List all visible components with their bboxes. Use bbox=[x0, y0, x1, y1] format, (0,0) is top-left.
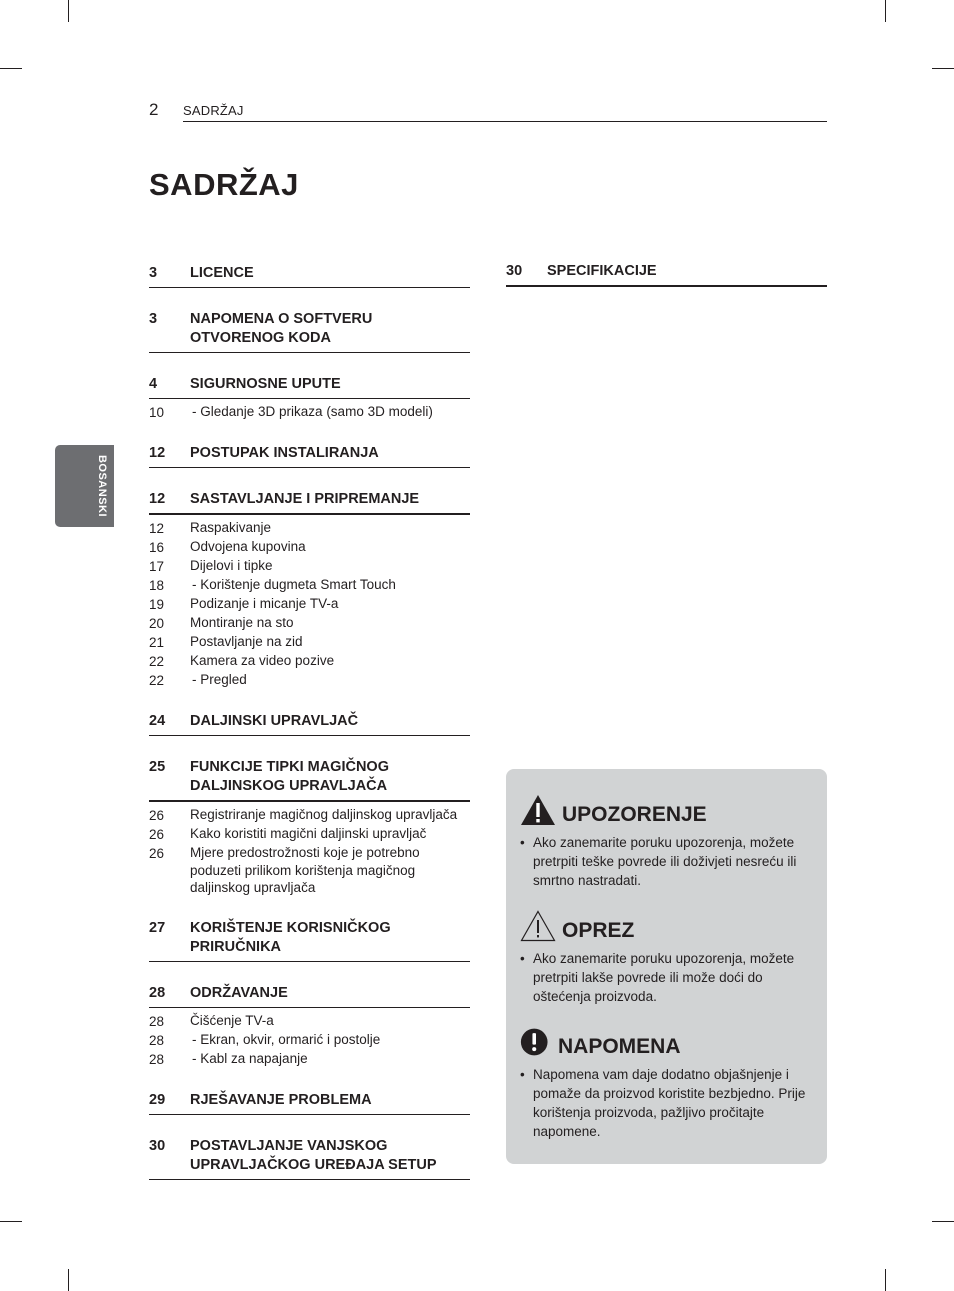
toc-section[interactable] bbox=[506, 262, 827, 287]
toc-section[interactable] bbox=[149, 310, 470, 353]
toc-subsection-title: - Kabl za napajanje bbox=[192, 1050, 308, 1066]
section-gap bbox=[149, 1069, 470, 1091]
bullet: • bbox=[520, 1067, 525, 1082]
toc-subsection-page: 26 bbox=[149, 808, 165, 823]
toc-subsection-title: - Gledanje 3D prikaza (samo 3D modeli) bbox=[192, 404, 433, 419]
toc-subsection-title: Podizanje i micanje TV-a bbox=[190, 596, 339, 611]
toc-section[interactable] bbox=[149, 919, 470, 962]
toc-section-title: RJEŠAVANJE PROBLEMA bbox=[190, 1091, 372, 1108]
toc-section-title: POSTUPAK INSTALIRANJA bbox=[190, 445, 379, 461]
toc-subsection[interactable] bbox=[149, 806, 470, 825]
toc-subsection[interactable] bbox=[149, 671, 470, 690]
toc-section-page: 3 bbox=[149, 311, 158, 327]
toc-subsection-page: 12 bbox=[149, 521, 165, 536]
toc-subsection-title: - Ekran, okvir, ormarić i postolje bbox=[192, 1031, 381, 1047]
crop-mark bbox=[885, 1269, 886, 1291]
notice-caution bbox=[520, 910, 813, 1006]
warning-icon bbox=[520, 794, 556, 826]
toc-section-page: 12 bbox=[149, 445, 166, 461]
toc-subsection-page: 20 bbox=[149, 616, 165, 631]
toc-section-page: 30 bbox=[506, 263, 523, 279]
toc-subsection[interactable] bbox=[149, 595, 470, 614]
toc-section-title: KORIŠTENJE KORISNIČKOG PRIRUČNIKA bbox=[190, 919, 391, 955]
toc-subsection[interactable] bbox=[149, 825, 470, 844]
toc-subsection-page: 17 bbox=[149, 559, 165, 574]
toc-section-page: 25 bbox=[149, 759, 166, 775]
toc-subsection-page: 26 bbox=[149, 846, 165, 861]
toc-subsection[interactable] bbox=[149, 1012, 470, 1031]
toc-subsection[interactable] bbox=[149, 652, 470, 671]
toc-subsection-title: Kako koristiti magični daljinski upravljač bbox=[190, 826, 427, 841]
toc-subsection-list bbox=[149, 519, 470, 690]
toc-section-page: 29 bbox=[149, 1091, 166, 1108]
bullet: • bbox=[520, 835, 525, 850]
toc-subsection-title: - Pregled bbox=[192, 672, 247, 687]
crop-mark bbox=[0, 68, 22, 69]
toc-section-title: ODRŽAVANJE bbox=[190, 984, 288, 1001]
toc-subsection[interactable] bbox=[149, 1050, 470, 1069]
toc-subsection-page: 22 bbox=[149, 673, 165, 688]
toc-section-page: 3 bbox=[149, 265, 158, 281]
toc-subsection[interactable] bbox=[149, 519, 470, 538]
toc-section-title: SIGURNOSNE UPUTE bbox=[190, 376, 341, 392]
toc-subsection-title: Mjere predostrožnosti koje je potrebno poduzeti prilikom korištenja magičnog daljinskog upravljača bbox=[190, 845, 420, 895]
section-gap bbox=[149, 468, 470, 490]
caution-icon bbox=[520, 910, 556, 942]
section-gap bbox=[149, 690, 470, 712]
section-gap bbox=[149, 1115, 470, 1137]
language-tab-label: BOSANSKI bbox=[96, 454, 108, 518]
toc-subsection-title: Čišćenje TV-a bbox=[190, 1012, 274, 1028]
toc-right-column bbox=[506, 262, 827, 287]
toc-subsection-title: Raspakivanje bbox=[190, 520, 272, 535]
toc-subsection-page: 16 bbox=[149, 540, 165, 555]
toc-subsection-list bbox=[149, 1012, 470, 1069]
toc-subsection-title: Kamera za video pozive bbox=[190, 653, 335, 668]
section-gap bbox=[149, 736, 470, 758]
toc-section-page: 4 bbox=[149, 376, 158, 392]
toc-section-title: LICENCE bbox=[190, 265, 254, 281]
toc-subsection-title: - Korištenje dugmeta Smart Touch bbox=[192, 577, 396, 592]
toc-subsection-page: 18 bbox=[149, 578, 165, 593]
toc-subsection-page: 26 bbox=[149, 827, 165, 842]
toc-subsection-list bbox=[149, 403, 470, 422]
toc-section-page: 28 bbox=[149, 984, 166, 1001]
toc-section-title: POSTAVLJANJE VANJSKOG UPRAVLJAČKOG UREĐAJA SETUP bbox=[190, 1137, 437, 1173]
toc-subsection-title: Montiranje na sto bbox=[190, 615, 294, 630]
notice-title: OPREZ bbox=[562, 919, 635, 942]
toc-section[interactable] bbox=[149, 490, 470, 515]
toc-subsection-page: 28 bbox=[149, 1032, 165, 1048]
toc-section-title: SPECIFIKACIJE bbox=[547, 263, 657, 279]
toc-subsection-title: Postavljanje na zid bbox=[190, 634, 303, 649]
notice-title: UPOZORENJE bbox=[562, 803, 707, 826]
section-gap bbox=[149, 897, 470, 919]
toc-subsection-page: 19 bbox=[149, 597, 165, 612]
section-gap bbox=[149, 353, 470, 375]
bullet: • bbox=[520, 951, 525, 966]
toc-section[interactable] bbox=[149, 444, 470, 468]
crop-mark bbox=[932, 1221, 954, 1222]
crop-mark bbox=[68, 1269, 69, 1291]
toc-left-column bbox=[149, 264, 470, 1180]
toc-section[interactable] bbox=[149, 1137, 470, 1180]
section-gap bbox=[149, 422, 470, 444]
toc-section-title: FUNKCIJE TIPKI MAGIČNOG DALJINSKOG UPRAVLJAČA bbox=[190, 759, 389, 794]
header-rule bbox=[183, 121, 827, 122]
toc-section-page: 12 bbox=[149, 491, 166, 507]
toc-subsection-page: 21 bbox=[149, 635, 165, 650]
toc-subsection[interactable] bbox=[149, 557, 470, 576]
toc-subsection[interactable] bbox=[149, 844, 470, 897]
crop-mark bbox=[68, 0, 69, 22]
page-number: 2 bbox=[149, 100, 159, 119]
toc-section[interactable] bbox=[149, 264, 470, 288]
toc-subsection-page: 28 bbox=[149, 1013, 165, 1029]
notice-text: Ako zanemarite poruku upozorenja, možete pretrpiti lakše povrede ili može doći do oštećenja proizvoda. bbox=[533, 951, 795, 1004]
page-title: SADRŽAJ bbox=[149, 167, 299, 202]
toc-subsection-page: 28 bbox=[149, 1051, 165, 1067]
toc-subsection-title: Registriranje magičnog daljinskog upravljača bbox=[190, 807, 458, 822]
running-header: SADRŽAJ bbox=[183, 103, 244, 118]
notice-text: Napomena vam daje dodatno objašnjenje i pomaže da proizvod koristite bezbjedno. Prije korištenja proizvoda, pažljivo pročitajte napomene. bbox=[533, 1067, 806, 1139]
toc-subsection[interactable] bbox=[149, 1031, 470, 1050]
notice-box bbox=[506, 769, 827, 1164]
toc-subsection-page: 22 bbox=[149, 654, 165, 669]
toc-section-title: SASTAVLJANJE I PRIPREMANJE bbox=[190, 491, 420, 507]
toc-subsection-list bbox=[149, 806, 470, 897]
toc-section[interactable] bbox=[149, 758, 470, 802]
section-gap bbox=[149, 288, 470, 310]
toc-section-page: 27 bbox=[149, 919, 166, 936]
toc-section-title: NAPOMENA O SOFTVERU OTVORENOG KODA bbox=[190, 311, 373, 346]
toc-subsection[interactable] bbox=[149, 633, 470, 652]
toc-subsection-page: 10 bbox=[149, 405, 165, 420]
crop-mark bbox=[885, 0, 886, 22]
toc-section-page: 24 bbox=[149, 713, 166, 729]
toc-subsection[interactable] bbox=[149, 403, 470, 422]
toc-subsection[interactable] bbox=[149, 614, 470, 633]
toc-subsection[interactable] bbox=[149, 576, 470, 595]
toc-subsection-title: Odvojena kupovina bbox=[190, 539, 306, 554]
toc-section[interactable] bbox=[149, 712, 470, 736]
notice-text: Ako zanemarite poruku upozorenja, možete pretrpiti teške povrede ili doživjeti nesreću ili smrtno nastradati. bbox=[533, 835, 797, 888]
notice-note bbox=[520, 1026, 813, 1141]
toc-section-title: DALJINSKI UPRAVLJAČ bbox=[190, 713, 359, 729]
toc-section[interactable] bbox=[149, 1091, 470, 1115]
toc-section-page: 30 bbox=[149, 1137, 166, 1154]
crop-mark bbox=[932, 68, 954, 69]
crop-mark bbox=[0, 1221, 22, 1222]
section-gap bbox=[149, 962, 470, 984]
toc-section[interactable] bbox=[149, 984, 470, 1008]
notice-warning bbox=[520, 794, 813, 890]
toc-subsection-title: Dijelovi i tipke bbox=[190, 558, 273, 573]
toc-section[interactable] bbox=[149, 375, 470, 399]
note-icon bbox=[520, 1026, 552, 1058]
toc-subsection[interactable] bbox=[149, 538, 470, 557]
notice-title: NAPOMENA bbox=[558, 1035, 681, 1058]
